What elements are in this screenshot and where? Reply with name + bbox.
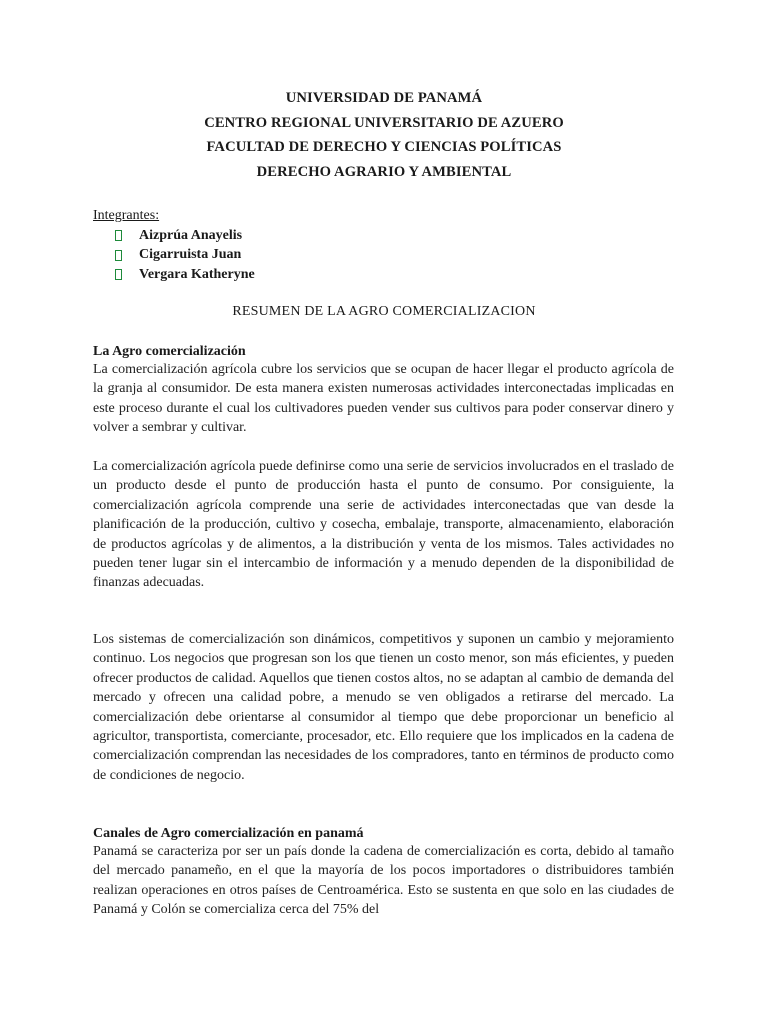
- list-item: [115, 226, 255, 246]
- green-square-bullet-icon: [115, 230, 122, 241]
- member-name: Aizprúa Anayelis: [139, 227, 243, 243]
- document-header: [0, 86, 768, 184]
- summary-title: RESUMEN DE LA AGRO COMERCIALIZACION: [232, 304, 536, 319]
- paragraph-4: Panamá se caracteriza por ser un país donde la cadena de comercialización es corta, debido al tamaño del mercado panameño, en el que la mayoría de los pocos importadores o distribuidores también realizan operaciones en otros países de Centroamérica. Esto se sustenta en que solo en las ciudades de Panamá y Colón se comercializa cerca del 75% del: [93, 844, 674, 918]
- member-name: Vergara Katheryne: [139, 266, 255, 282]
- list-item: [115, 265, 255, 285]
- green-square-bullet-icon: [115, 250, 122, 261]
- regional-center-name: CENTRO REGIONAL UNIVERSITARIO DE AZUERO: [204, 114, 564, 131]
- paragraph-1: La comercialización agrícola cubre los servicios que se ocupan de hacer llegar el producto agrícola de la granja al consumidor. De esta manera existen numerosas actividades interconectadas implicadas en este proceso durante el cual los cultivadores pueden vender sus cultivos para poder conservar dinero y volver a sembrar y cultivar.: [93, 362, 674, 436]
- faculty-name: FACULTAD DE DERECHO Y CIENCIAS POLÍTICAS: [206, 139, 562, 156]
- list-item: [115, 246, 255, 266]
- paragraph-3: Los sistemas de comercialización son dinámicos, competitivos y suponen un cambio y mejoramiento continuo. Los negocios que progresan son los que tienen un costo menor, son más eficientes, y pueden ofrecer productos de calidad. Aquellos que tienen costos altos, no se adaptan al cambio de demanda del mercado y ofrecen una calidad pobre, a menudo se ven obligados a retirarse del mercado. La comercialización debe orientarse al consumidor al tiempo que debe proporcionar un beneficio al agricultor, transportista, comerciante, procesador, etc. Ello requiere que los implicados en la cadena de comercialización comprendan las necesidades de los compradores, tanto en términos de producto como de condiciones de negocio.: [93, 632, 674, 783]
- member-name: Cigarruista Juan: [139, 247, 242, 263]
- green-square-bullet-icon: [115, 269, 122, 280]
- members-list: [115, 226, 255, 285]
- university-name: UNIVERSIDAD DE PANAMÁ: [285, 90, 483, 106]
- course-name: DERECHO AGRARIO Y AMBIENTAL: [256, 163, 512, 180]
- paragraph-2: La comercialización agrícola puede definirse como una serie de servicios involucrados en el traslado de un producto desde el punto de producción hasta el punto de consumo. Por consiguiente, la comercialización agrícola comprende una serie de actividades interconectadas que van desde la planificación de la producción, cultivo y cosecha, embalaje, transporte, almacenamiento, elaboración de productos agrícolas y de alimentos, a la distribución y venta de los mismos. Tales actividades no pueden tener lugar sin el intercambio de información y a menudo dependen de la disponibilidad de finanzas adecuadas.: [93, 459, 674, 591]
- section-heading-agro-comercializacion: La Agro comercialización: [93, 344, 246, 359]
- integrantes-label: Integrantes:: [93, 208, 160, 223]
- section-heading-canales: Canales de Agro comercialización en panamá: [93, 826, 364, 841]
